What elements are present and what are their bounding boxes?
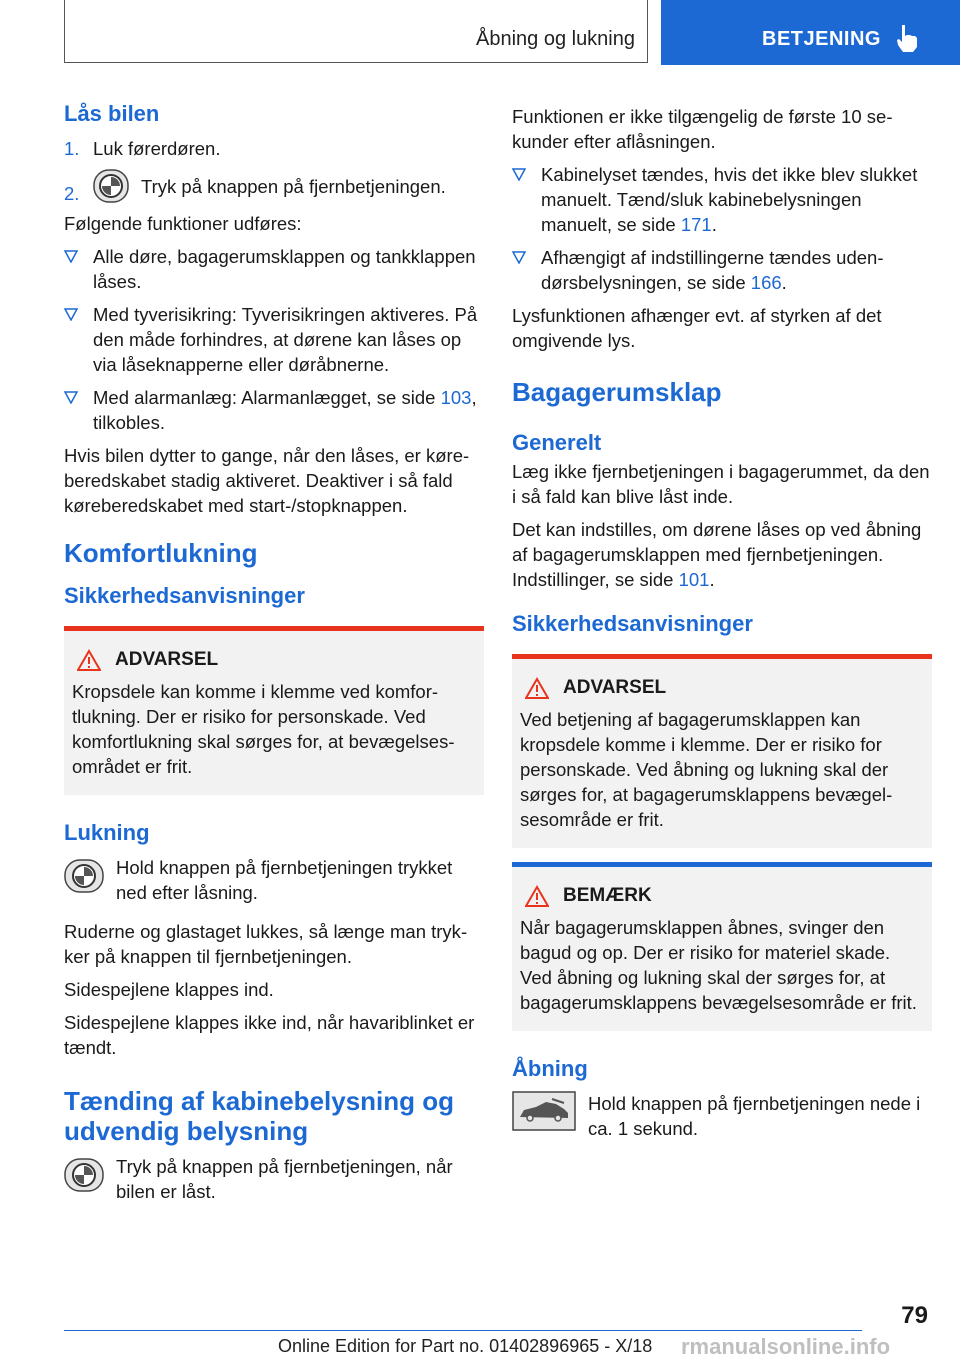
bullet-text-end: . bbox=[781, 272, 787, 293]
paragraph-indstil bbox=[512, 517, 932, 592]
bullet-text: Med tyverisikring: Tyverisikringen aktiveres. På den måde forhindres, at dørene kan låses op via låseknapperne eller døråbnerne. bbox=[93, 304, 478, 375]
step-2 bbox=[64, 169, 484, 203]
note-box bbox=[512, 862, 932, 1031]
bullet-text: Med alarmanlæg: Alarmanlægget, se side bbox=[93, 387, 441, 408]
bullet-text-end: . bbox=[711, 214, 717, 235]
warning-title bbox=[72, 649, 476, 671]
heading-las-bilen: Lås bilen bbox=[64, 101, 160, 126]
paragraph-indstil-text: Det kan indstilles, om dørene låses op ved åbning af bagagerumsklappen med fjernbetjeningen. Indstillinger, se side bbox=[512, 519, 922, 590]
bullet-item bbox=[512, 162, 932, 237]
page-link-166[interactable]: 166 bbox=[750, 272, 782, 293]
page-link-101[interactable]: 101 bbox=[678, 569, 710, 590]
triangle-bullet-icon bbox=[512, 168, 526, 181]
paragraph-lys: Lysfunktionen afhænger evt. af styrken af det omgivende lys. bbox=[512, 305, 882, 351]
paragraph-ruder: Ruderne og glastaget lukkes, så længe man trykker på knappen til fjernbetjeningen. bbox=[64, 921, 468, 967]
right-column bbox=[512, 104, 932, 1149]
step-text: Luk førerdøren. bbox=[93, 138, 221, 159]
bullet-item bbox=[64, 302, 484, 377]
triangle-bullet-icon bbox=[64, 250, 78, 263]
key-instruction bbox=[512, 1091, 932, 1141]
warning-title bbox=[520, 677, 924, 699]
bmw-key-button-icon bbox=[93, 169, 129, 203]
car-trunk-button-icon bbox=[512, 1091, 576, 1131]
bullet-item bbox=[512, 245, 932, 295]
header-section-title: Åbning og lukning bbox=[475, 28, 635, 50]
edition-info: Online Edition for Part no. 01402896965 - X/18 bbox=[278, 1336, 653, 1356]
pointing-hand-icon bbox=[893, 23, 921, 53]
warning-triangle-icon bbox=[525, 885, 549, 907]
note-title bbox=[520, 885, 924, 907]
key-instruction-text: Hold knappen på fjernbetjeningen nede i ca. 1 sekund. bbox=[588, 1093, 921, 1139]
bullet-item bbox=[64, 385, 484, 435]
paragraph-funktion: Funktionen er ikke tilgængelig de første 10 sekunder efter aflåsningen. bbox=[512, 106, 893, 152]
triangle-bullet-icon bbox=[64, 308, 78, 321]
note-text: Når bagagerumsklappen åbnes, svinger den bagud og op. Der er risiko for materiel skade. Ved åbning og lukning skal der sørges for, at bagagerumsklappens bevægelsesområde er frit. bbox=[520, 917, 917, 1013]
footer-divider bbox=[64, 1330, 862, 1331]
warning-text: Kropsdele kan komme i klemme ved komfortlukning. Der er risiko for personskade. Ved komfortlukning skal sørges for, at bevægelsesområdet er frit. bbox=[72, 681, 455, 777]
functions-intro: Følgende funktioner udføres: bbox=[64, 213, 302, 234]
warning-box bbox=[512, 654, 932, 848]
heading-bagagerumsklap: Bagagerumsklap bbox=[512, 377, 722, 407]
bullet-item bbox=[64, 244, 484, 294]
key-instruction-text: Tryk på knappen på fjernbetjeningen, når bilen er låst. bbox=[116, 1156, 453, 1202]
heading-taending: Tænding af kabinebelysning og udvendig belysning bbox=[64, 1086, 455, 1146]
page-link-171[interactable]: 171 bbox=[680, 214, 712, 235]
key-instruction bbox=[64, 855, 484, 905]
bullet-text: Kabinelyset tændes, hvis det ikke blev slukket manuelt. Tænd/sluk kabinebelysningen manuelt, se side bbox=[541, 164, 918, 235]
step-text: Tryk på knappen på fjernbetjeningen. bbox=[141, 175, 446, 197]
warning-box bbox=[64, 626, 484, 795]
page-number: 79 bbox=[901, 1302, 928, 1329]
paragraph-spejl-ikke-ind: Sidespejlene klappes ikke ind, når havariblinket er tændt. bbox=[64, 1012, 475, 1058]
note-title-text: BEMÆRK bbox=[563, 885, 652, 906]
bmw-key-button-icon bbox=[64, 855, 104, 893]
triangle-bullet-icon bbox=[64, 391, 78, 404]
bullet-text: Alle døre, bagagerumsklappen og tankklappen låses. bbox=[93, 246, 476, 292]
heading-generelt: Generelt bbox=[512, 430, 602, 455]
heading-komfortlukning: Komfortlukning bbox=[64, 538, 258, 568]
heading-abning: Åbning bbox=[512, 1056, 588, 1081]
triangle-bullet-icon bbox=[512, 251, 526, 264]
step-number: 2. bbox=[64, 183, 80, 204]
bmw-key-button-icon bbox=[64, 1154, 104, 1192]
page-link-103[interactable]: 103 bbox=[440, 387, 472, 408]
heading-lukning: Lukning bbox=[64, 820, 150, 845]
watermark: rmanualsonline.info bbox=[681, 1334, 891, 1359]
warning-triangle-icon bbox=[77, 649, 101, 671]
warning-title-text: ADVARSEL bbox=[563, 677, 667, 698]
key-instruction-text: Hold knappen på fjernbetjeningen trykket ned efter låsning. bbox=[116, 857, 453, 903]
warning-triangle-icon bbox=[525, 677, 549, 699]
paragraph-indstil-end: . bbox=[709, 569, 715, 590]
step-number: 1. bbox=[64, 138, 80, 159]
step-1 bbox=[64, 136, 484, 161]
header-chapter-label: BETJENING bbox=[762, 28, 881, 50]
warning-title-text: ADVARSEL bbox=[115, 649, 219, 670]
heading-sikkerhedsanvisninger: Sikkerhedsanvisninger bbox=[64, 583, 305, 608]
warning-text: Ved betjening af bagagerumsklappen kan kropsdele komme i klemme. Der er risiko for personskade. Ved åbning og lukning skal der sørges for, at bagagerumsklappens bevægelsesområde er frit. bbox=[520, 709, 893, 830]
paragraph-dytter: Hvis bilen dytter to gange, når den låses, er køreberedskabet stadig aktiveret. Deaktiver i så fald køreberedskabet med start-/stopknappen. bbox=[64, 445, 470, 516]
paragraph-spejl-ind: Sidespejlene klappes ind. bbox=[64, 979, 274, 1000]
header-chapter-tab[interactable] bbox=[661, 0, 960, 65]
bullet-text: Afhængigt af indstillingerne tændes udendørsbelysningen, se side bbox=[541, 247, 884, 293]
left-column bbox=[64, 100, 484, 1212]
paragraph-laeg: Læg ikke fjernbetjeningen i bagagerummet, da den i så fald kan blive låst inde. bbox=[512, 461, 930, 507]
bullet-text-end: , tilkobles. bbox=[93, 387, 477, 433]
heading-sikkerhedsanvisninger: Sikkerhedsanvisninger bbox=[512, 611, 753, 636]
key-instruction bbox=[64, 1154, 484, 1204]
